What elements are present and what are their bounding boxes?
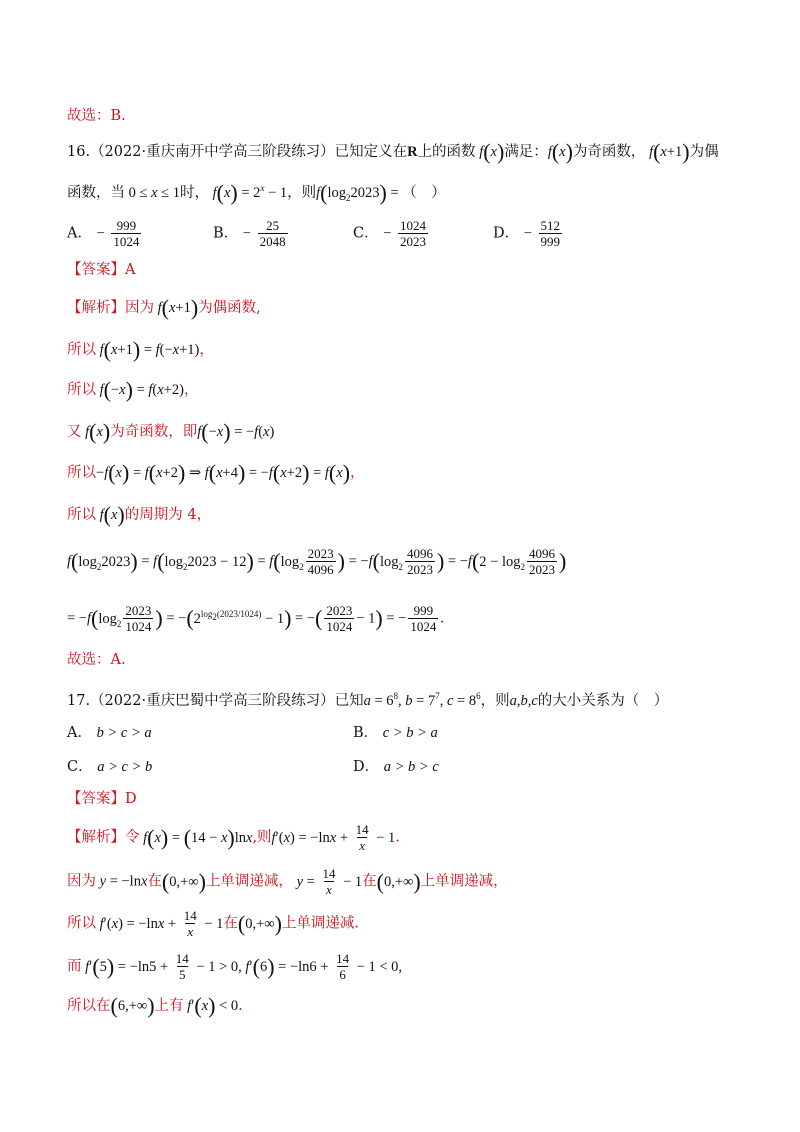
q16-formula-line2: = $-f(\log_2$ $\frac{2023}{1024}$ ) = $-(2^{log_2(2023/1024)} - 1)$ = −( $\frac{2023}{1024}$ − 1) = − $\frac{999}{1024}$ . xyxy=(67,603,444,634)
q16-stem-line1: 16.（2022·重庆南开中学高三阶段练习）已知定义在R上的函数 f(x)满足：f(x)为奇函数， f(x+1)为偶 xyxy=(67,139,719,164)
q17-analysis-line2: 因为 y = −lnx在(0,+∞)上单调递减， y = $\frac{14}{x}$ − 1在(0,+∞)上单调递减， xyxy=(67,866,508,897)
q16-analysis-line4: 又 f(x)为奇函数，即f(−x) = −f(x) xyxy=(67,419,275,444)
q17-option-d[interactable]: D． a > b > c xyxy=(353,759,439,775)
q16-choice: 故选：A. xyxy=(67,652,126,668)
q16-option-c[interactable]: C． − $\frac{1024}{2023}$ xyxy=(353,218,427,249)
question-number: 17. xyxy=(67,692,91,709)
q16-analysis-line2: 所以 f(x+1) = f(−x+1)， xyxy=(67,337,214,362)
q17-analysis-line4: 而 f′(5) = −ln5 + $\frac{14}{5}$ − 1 > 0, f′(6) = −ln6 + $\frac{14}{6}$ − 1 < 0, xyxy=(67,951,403,982)
q17-analysis-line1: 【解析】令 f(x) = (14 − x)lnx,则f′(x) = −lnx + $\frac{14}{x}$ − 1. xyxy=(67,822,400,853)
q16-formula-line1: $f(\log_22023) = f(\log_22023 - 12) = f(\log_2$ $\frac{2023}{4096}$ ) = $-f(\log_2$ $\frac{4096}{2023}$ ) = $-f(2 - \log_2$ $\frac{4096}{2023}$ ) xyxy=(67,546,567,577)
q16-analysis-line1: 【解析】因为 f(x+1)为偶函数, xyxy=(67,295,261,320)
q17-option-b[interactable]: B． c > b > a xyxy=(353,725,438,741)
q17-option-c[interactable]: C． a > c > b xyxy=(67,759,153,775)
q17-analysis-line5: 所以在(6,+∞)上有 f′(x) < 0. xyxy=(67,993,243,1018)
q16-analysis-line6: 所以 f(x)的周期为 4， xyxy=(67,502,212,527)
question-number: 16. xyxy=(67,144,91,160)
q15-choice: 故选：B. xyxy=(67,108,126,124)
q16-option-b[interactable]: B． − $\frac{25}{2048}$ xyxy=(213,218,286,249)
q16-analysis-line3: 所以 f(−x) = f(x+2)， xyxy=(67,377,199,402)
question-source: （2022·重庆巴蜀中学高三阶段练习） xyxy=(90,692,335,709)
q17-answer: 【答案】D xyxy=(67,791,137,807)
q16-option-d[interactable]: D． − $\frac{512}{999}$ xyxy=(493,218,561,249)
q17-analysis-line3: 所以 f′(x) = −lnx + $\frac{14}{x}$ − 1在(0,+∞)上单调递减. xyxy=(67,908,360,939)
q17-stem: 17.（2022·重庆巴蜀中学高三阶段练习）已知$a = 6^8$, $b = 7^7$, $c = 8^6$，则a,b,c的大小关系为（ ） xyxy=(67,691,669,709)
q16-option-a[interactable]: A． − $\frac{999}{1024}$ xyxy=(67,218,140,249)
q16-answer: 【答案】A xyxy=(67,262,136,278)
q17-option-a[interactable]: A． b > c > a xyxy=(67,725,152,741)
q16-stem-line2: 函数，当 0 ≤ x ≤ 1时， $f(x) = 2^x - 1$，则$f(\log_22023)$ = （ ） xyxy=(67,179,446,205)
q16-analysis-line5: 所以−f(x) = f(x+2) ⇒ f(x+4) = −f(x+2) = f(x)， xyxy=(67,460,365,485)
question-source: （2022·重庆南开中学高三阶段练习） xyxy=(90,144,335,160)
